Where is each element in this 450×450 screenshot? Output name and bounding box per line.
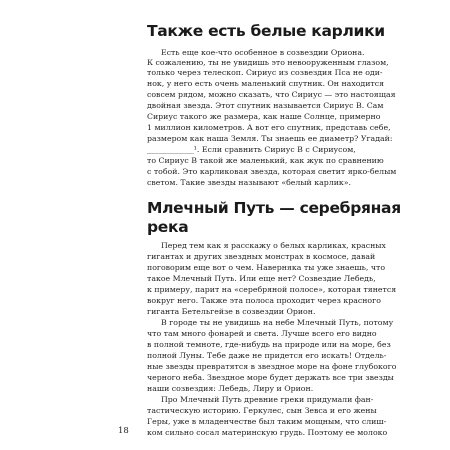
text-line: нок, у него есть очень маленький спутник. Он находится	[147, 79, 385, 88]
text-line: ные звезды превратятся в звездное море на фоне глубокого	[147, 362, 397, 371]
text-line: гигантах и других звездных монстрах в космосе, давай	[147, 252, 376, 261]
text-line: то Сириус В такой же маленький, как жук по сравнению	[147, 156, 384, 165]
text-line: 1 миллион километров. А вот его спутник, представь себе,	[147, 123, 391, 132]
text-line: Геры, уже в младенчестве был таким мощным, что слиш-	[147, 417, 387, 426]
text-line: Про Млечный Путь древние греки придумали фан-	[161, 395, 374, 404]
text-line: Сириус такого же размера, как наше Солнце, примерно	[147, 112, 381, 121]
text-line: черного неба. Звездное море будет держать все три звезды	[147, 373, 394, 382]
answer-blank-line: ____________¹. Если сравнить Сириус В с Сириусом,	[147, 145, 356, 154]
text-line: Есть еще кое-что особенное в созвездии Ориона.	[161, 48, 365, 57]
text-line: полной Луны. Тебе даже не придется его искать! Отдель-	[147, 351, 387, 360]
text-line: светом. Такие звезды называют «белый карлик».	[147, 178, 352, 187]
text-line: такое Млечный Путь. Или еще нет? Созвездие Лебедь,	[147, 274, 376, 283]
text-line: наши созвездия: Лебедь, Лиру и Орион.	[147, 384, 314, 393]
text-line: Перед тем как я расскажу о белых карликах, красных	[161, 241, 386, 250]
text-line: размером как наша Земля. Ты знаешь ее диаметр? Угадай:	[147, 134, 393, 143]
text-line: тастическую историю. Геркулес, сын Зевса и его жены	[147, 406, 377, 415]
text-line: с тобой. Это карликовая звезда, которая светит ярко-белым	[147, 167, 397, 176]
page-number: 18	[118, 426, 129, 436]
text-line: двойная звезда. Этот спутник называется Сириус В. Сам	[147, 101, 384, 110]
text-line: к примеру, парит на «серебряной полосе», которая тянется	[147, 285, 397, 294]
text-line: совсем рядом, можно сказать, что Сириус — это настоящая	[147, 90, 396, 99]
section-heading-milky-way: Млечный Путь — серебряная	[147, 199, 401, 217]
text-line: только через телескоп. Сириус из созвездия Пса не оди-	[147, 68, 383, 77]
text-line: В городе ты не увидишь на небе Млечный Путь, потому	[161, 318, 394, 327]
section-heading-milky-way-cont: река	[147, 218, 189, 236]
text-line: гиганта Бетельгейзе в созвездии Орион.	[147, 307, 316, 316]
text-line: ком сильно сосал материнскую грудь. Поэтому ее молоко	[147, 428, 388, 437]
text-line: К сожалению, ты не увидишь это невооруженным глазом,	[147, 58, 389, 67]
text-line: поговорим еще вот о чем. Наверняка ты уже знаешь, что	[147, 263, 386, 272]
text-line: что там много фонарей и света. Лучше всего его видно	[147, 329, 377, 338]
text-line: вокруг него. Также эта полоса проходит через красного	[147, 296, 381, 305]
section-heading-white-dwarfs: Также есть белые карлики	[147, 22, 385, 40]
text-line: в полной темноте, где-нибудь на природе или на море, без	[147, 340, 391, 349]
